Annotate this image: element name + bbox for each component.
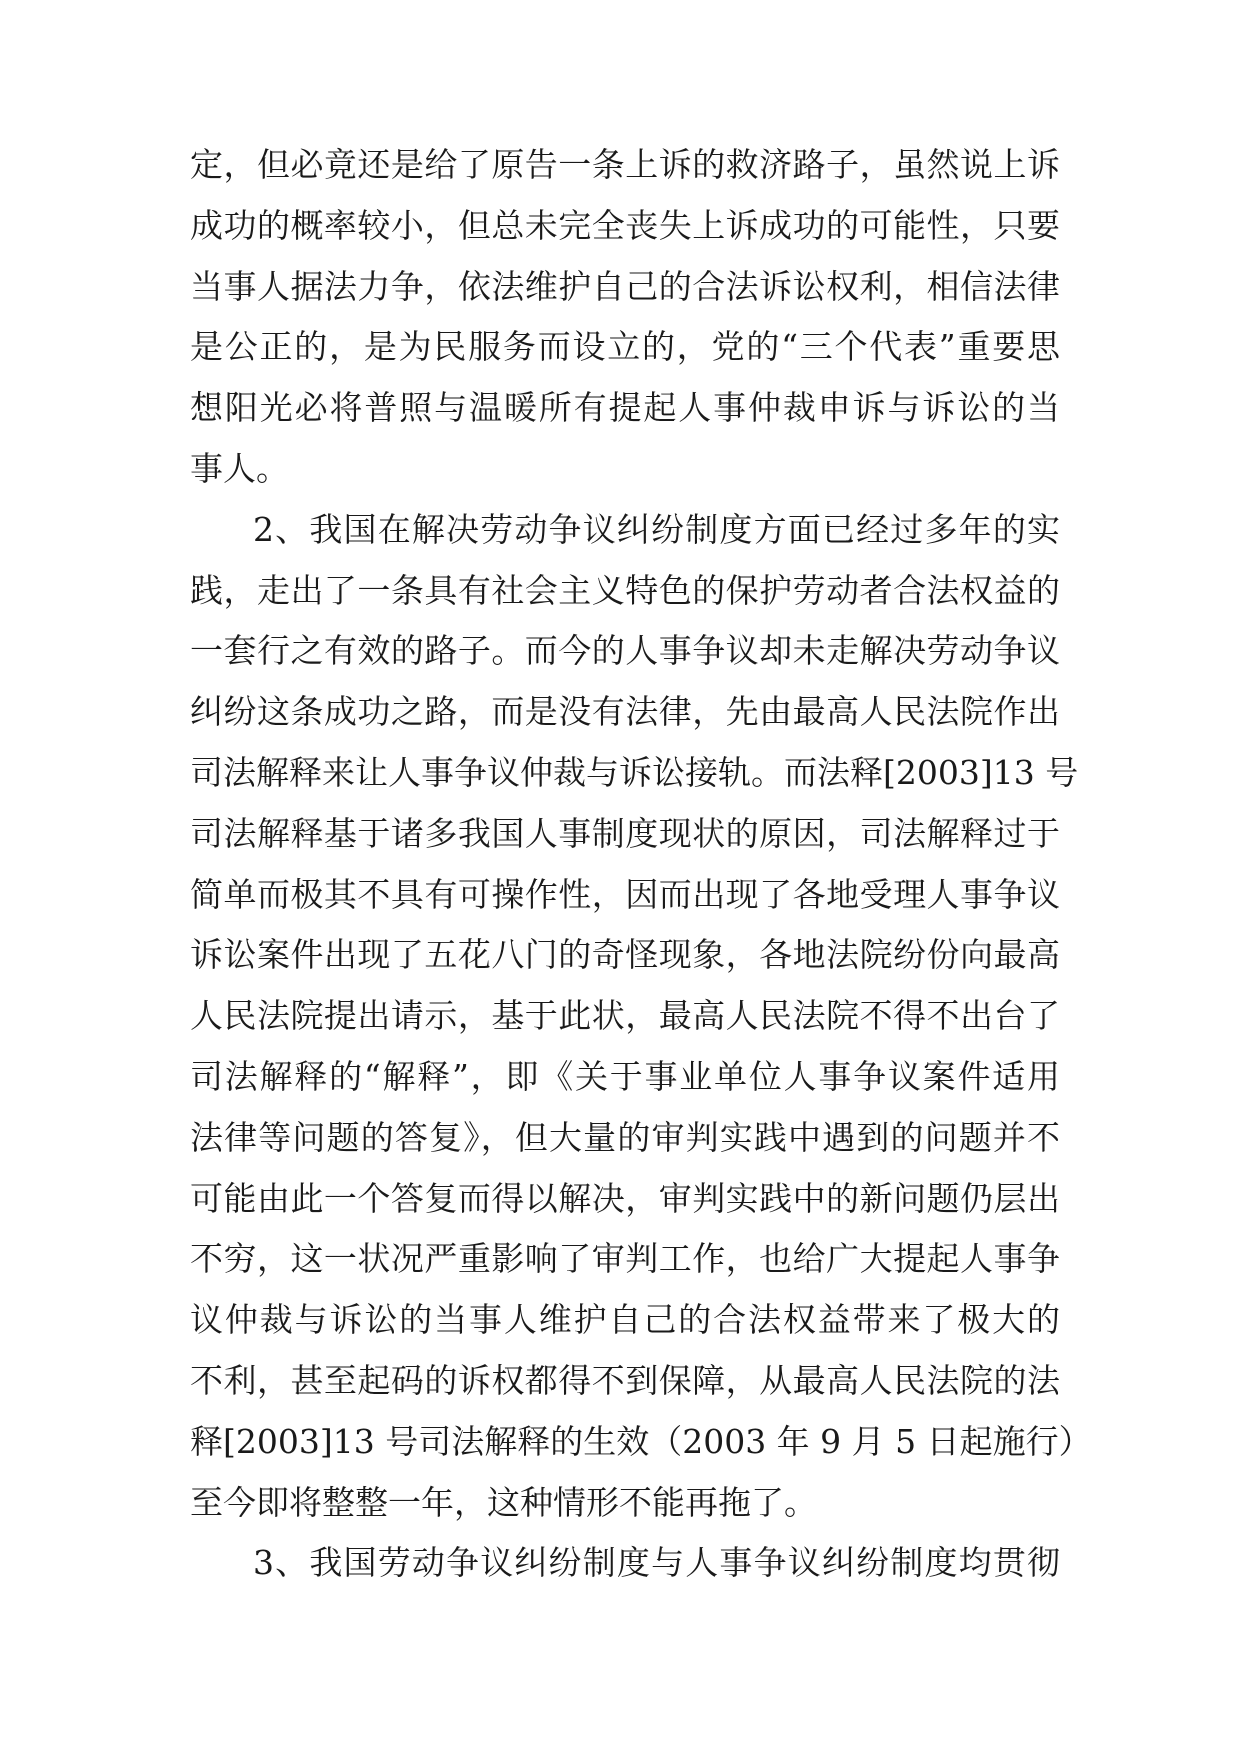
text-line: 法律等问题的答复》，但大量的审判实践中遇到的问题并不 (190, 1117, 1060, 1157)
text-line: 不穷，这一状况严重影响了审判工作，也给广大提起人事争 (190, 1239, 1060, 1279)
text-line: 事人。 (190, 448, 289, 488)
text-line: 是公正的，是为民服务而设立的，党的“三个代表”重要思 (190, 327, 1060, 367)
text-line: 至今即将整整一年，这种情形不能再拖了。 (190, 1482, 817, 1522)
text-line: 一套行之有效的路子。而今的人事争议却未走解决劳动争议 (190, 631, 1060, 671)
text-line: 诉讼案件出现了五花八门的奇怪现象，各地法院纷份向最高 (190, 935, 1060, 975)
paragraph-3 (190, 1533, 1060, 1594)
body-text (190, 135, 1092, 1594)
text-line: 践，走出了一条具有社会主义特色的保护劳动者合法权益的 (190, 570, 1060, 610)
text-line: 想阳光必将普照与温暖所有提起人事仲裁申诉与诉讼的当 (190, 388, 1060, 428)
text-line: 当事人据法力争，依法维护自己的合法诉讼权利，相信法律 (190, 266, 1060, 306)
paragraph-1 (190, 135, 1060, 500)
text-line: 释[2003]13 号司法解释的生效（2003 年 9 月 5 日起施行） (190, 1421, 1092, 1461)
text-line: 议仲裁与诉讼的当事人维护自己的合法权益带来了极大的 (190, 1300, 1060, 1340)
text-line: 简单而极其不具有可操作性，因而出现了各地受理人事争议 (190, 874, 1060, 914)
text-line: 人民法院提出请示，基于此状，最高人民法院不得不出台了 (190, 996, 1060, 1036)
text-line: 司法解释的“解释”，即《关于事业单位人事争议案件适用 (190, 1056, 1060, 1096)
text-line: 3、我国劳动争议纠纷制度与人事争议纠纷制度均贯彻 (253, 1543, 1060, 1583)
paragraph-2 (190, 500, 1092, 1534)
text-line: 司法解释基于诸多我国人事制度现状的原因，司法解释过于 (190, 813, 1060, 853)
text-line: 可能由此一个答复而得以解决，审判实践中的新问题仍层出 (190, 1178, 1060, 1218)
text-line: 成功的概率较小，但总未完全丧失上诉成功的可能性，只要 (190, 205, 1060, 245)
text-line: 2、我国在解决劳动争议纠纷制度方面已经过多年的实 (253, 509, 1060, 549)
text-line: 司法解释来让人事争议仲裁与诉讼接轨。而法释[2003]13 号 (190, 752, 1079, 792)
text-line: 纠纷这条成功之路，而是没有法律，先由最高人民法院作出 (190, 692, 1060, 732)
text-line: 不利，甚至起码的诉权都得不到保障，从最高人民法院的法 (190, 1360, 1060, 1400)
text-line: 定，但必竟还是给了原告一条上诉的救济路子，虽然说上诉 (190, 145, 1060, 184)
